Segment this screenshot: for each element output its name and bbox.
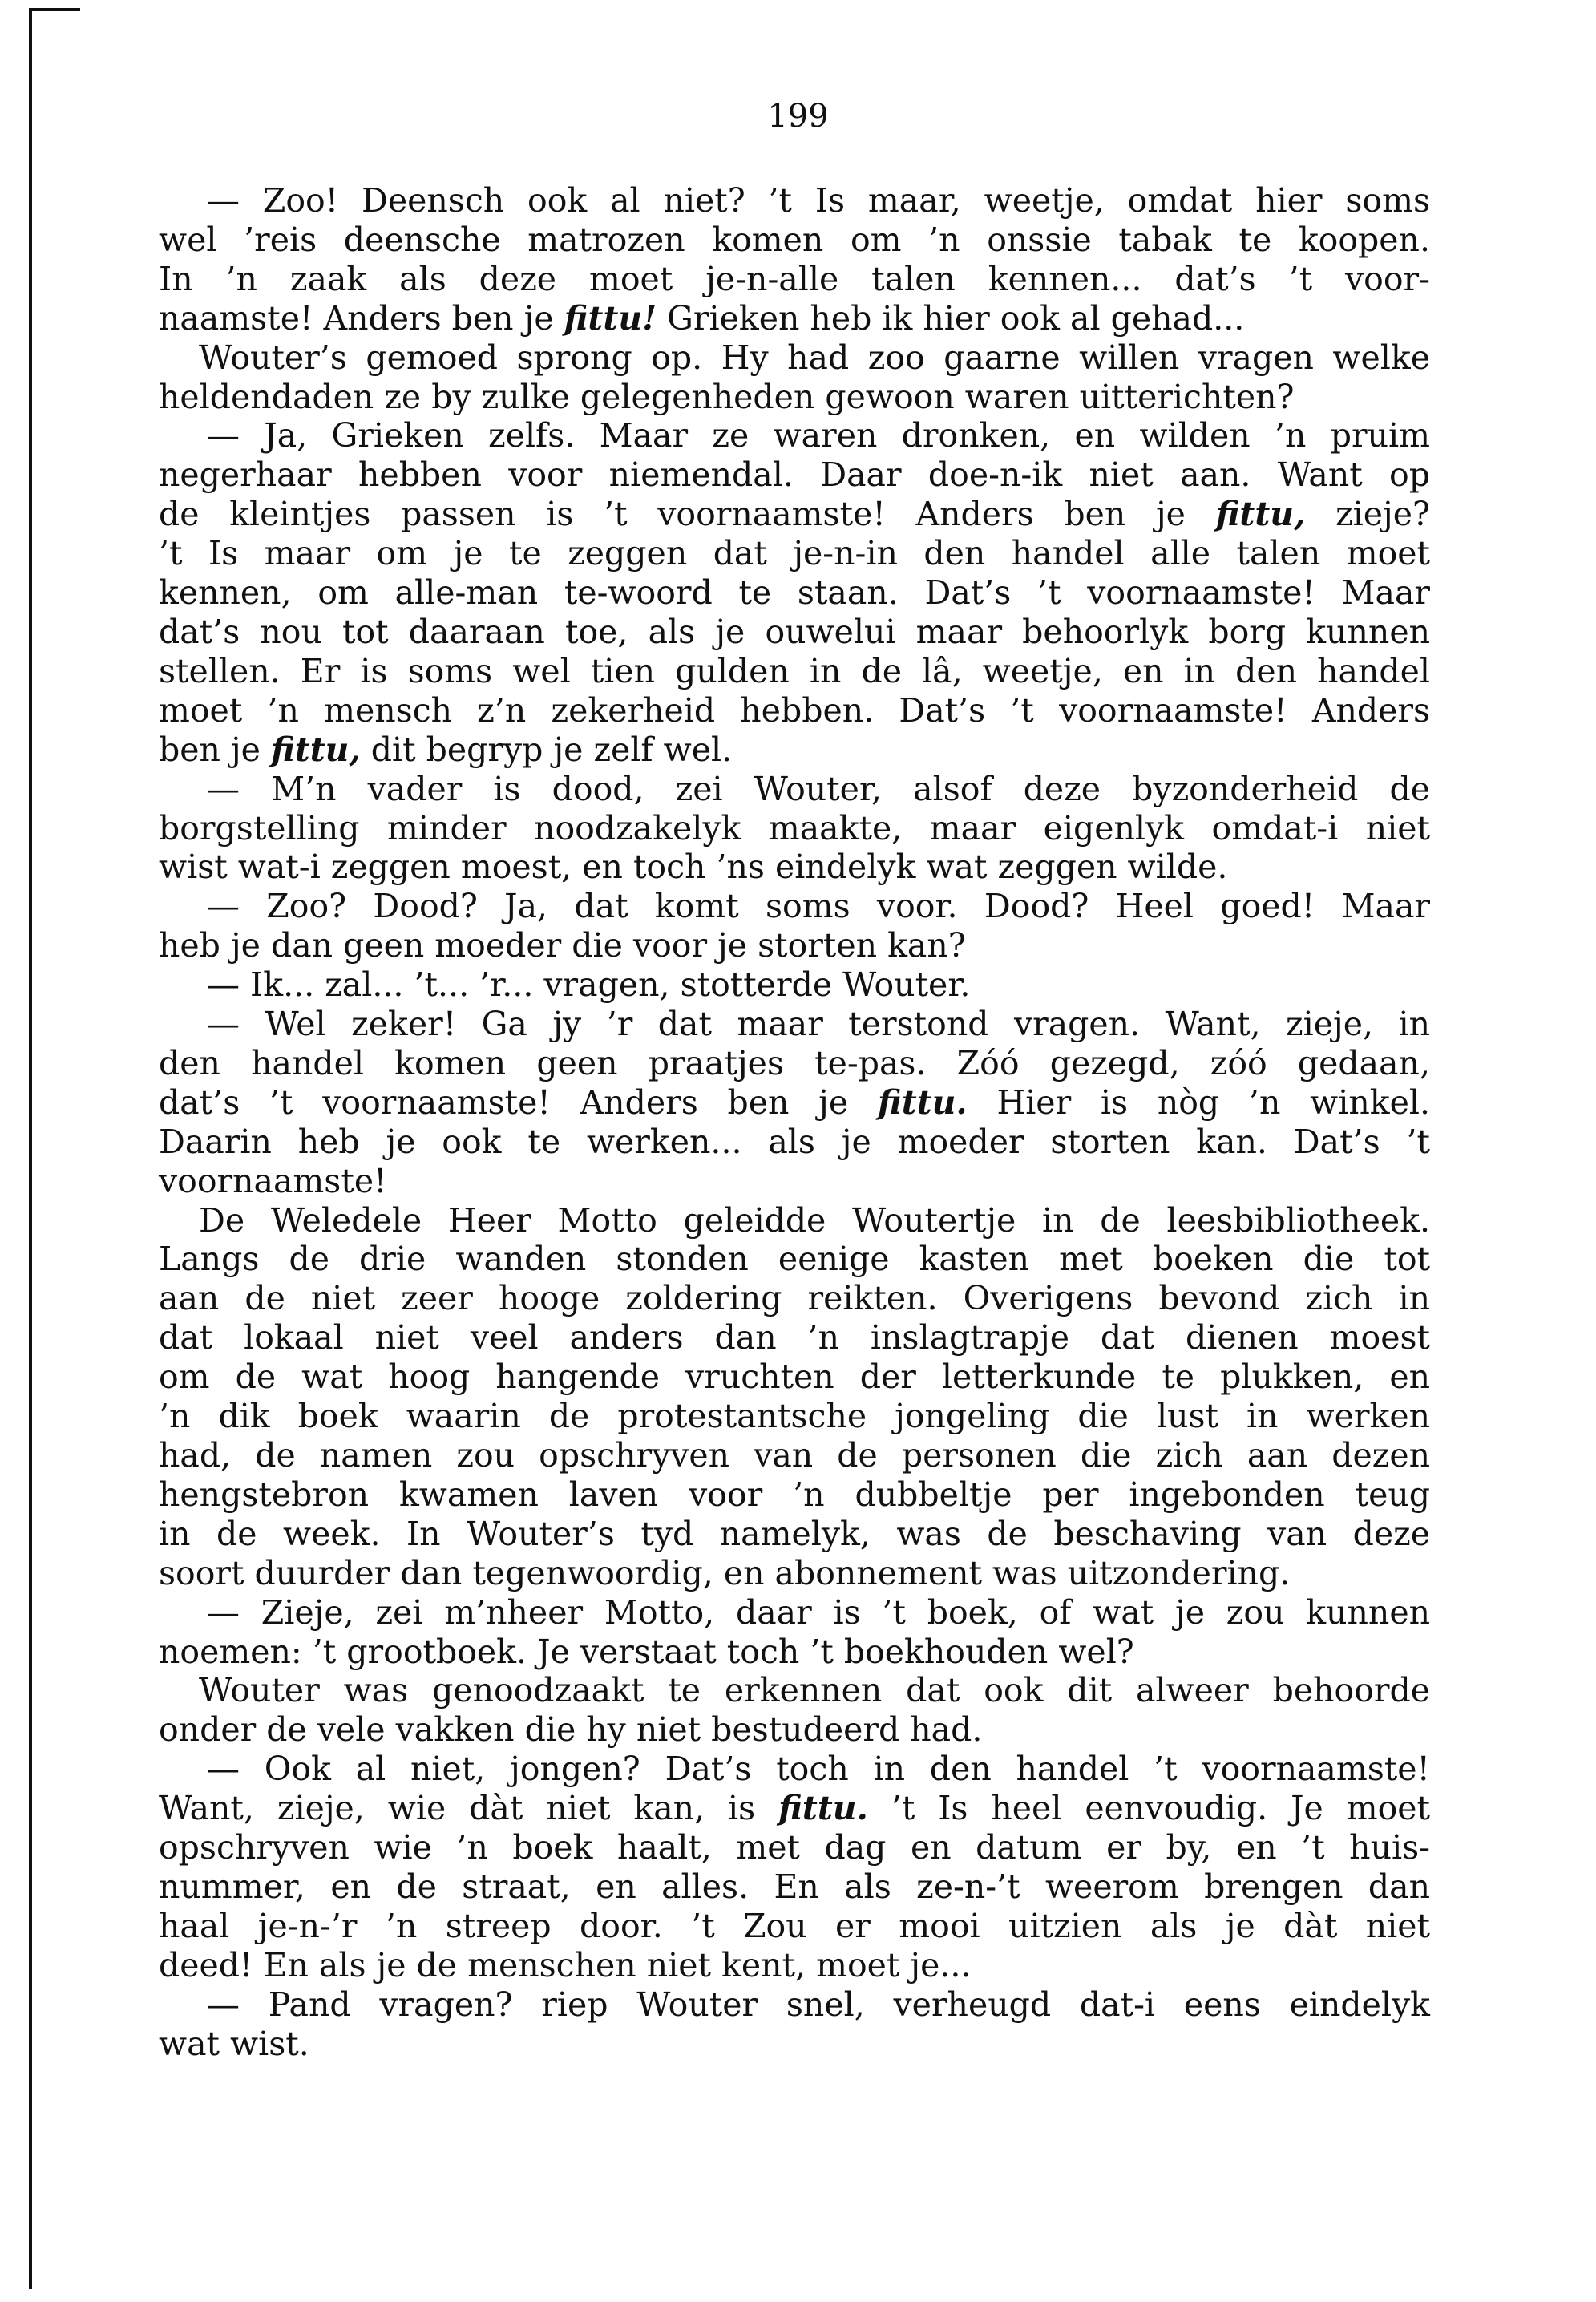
line-text: wel ’reis deensche matrozen komen om ’n onssie tabak te koopen. xyxy=(159,220,1430,259)
line-text: dat’s ’t voornaamste! Anders ben je xyxy=(159,1082,878,1122)
text-line xyxy=(159,1985,1430,2025)
text-line xyxy=(159,416,1430,455)
text-line xyxy=(159,1867,1430,1907)
text-line xyxy=(159,2025,1430,2064)
text-line xyxy=(159,1005,1430,1044)
line-text: Langs de drie wanden stonden eenige kasten met boeken die tot xyxy=(159,1240,1430,1279)
text-line xyxy=(159,534,1430,573)
text-line xyxy=(159,378,1430,417)
line-text: hengstebron kwamen laven voor ’n dubbeltje per ingebonden teug xyxy=(159,1475,1430,1514)
text-line xyxy=(159,1946,1430,1985)
text-line xyxy=(159,730,1430,770)
line-text: — Ja, Grieken zelfs. Maar ze waren dronken, en wilden ’n pruim xyxy=(207,416,1430,455)
text-line xyxy=(159,260,1430,299)
text-line xyxy=(159,1750,1430,1789)
line-text: zieje? xyxy=(1305,495,1431,534)
text-line xyxy=(159,1279,1430,1318)
text-line xyxy=(159,1475,1430,1515)
line-text: naamste! Anders ben je xyxy=(159,298,564,338)
text-line xyxy=(159,338,1430,378)
body-text xyxy=(159,181,1430,2064)
line-text: — Zieje, zei m’nheer Motto, daar is ’t boek, of wat je zou kunnen xyxy=(207,1592,1430,1632)
text-line xyxy=(159,1123,1430,1162)
text-line xyxy=(159,1828,1430,1867)
line-text: deed! En als je de menschen niet kent, moet je... xyxy=(159,1945,972,1984)
line-text: Wouter’s gemoed sprong op. Hy had zoo gaarne willen vragen welke xyxy=(199,338,1430,377)
line-text: Wouter was genoodzaakt te erkennen dat ook dit alweer behoorde xyxy=(199,1671,1430,1710)
line-text: — Pand vragen? riep Wouter snel, verheugd dat-i eens eindelyk xyxy=(207,1984,1430,2024)
line-text: kennen, om alle-man te-woord te staan. Dat’s ’t voornaamste! Maar xyxy=(159,573,1430,613)
line-text: Daarin heb je ook te werken... als je moeder storten kan. Dat’s ’t xyxy=(159,1122,1430,1161)
line-text: stellen. Er is soms wel tien gulden in de lâ, weetje, en in den handel xyxy=(159,651,1430,690)
line-text: ’t Is maar om je te zeggen dat je-n-in den handel alle talen moet xyxy=(159,534,1430,573)
line-text: ben je xyxy=(159,730,271,769)
text-line xyxy=(159,495,1430,534)
line-text: wat wist. xyxy=(159,2024,309,2063)
line-text: Want, zieje, wie dàt niet kan, is xyxy=(159,1789,779,1828)
line-text: — M’n vader is dood, zei Wouter, alsof deze byzonderheid de xyxy=(207,769,1430,808)
text-line xyxy=(159,1357,1430,1397)
text-line xyxy=(159,1515,1430,1554)
line-text: ’t Is heel eenvoudig. Je moet xyxy=(867,1789,1430,1828)
text-line xyxy=(159,1907,1430,1946)
scan-edge-top xyxy=(29,8,80,11)
line-text: heb je dan geen moeder die voor je storten kan? xyxy=(159,926,966,965)
text-line xyxy=(159,220,1430,260)
text-line xyxy=(159,1710,1430,1750)
text-line xyxy=(159,965,1430,1005)
line-text: haal je-n-’r ’n streep door. ’t Zou er mooi uitzien als je dàt niet xyxy=(159,1906,1430,1945)
text-line xyxy=(159,1044,1430,1083)
line-text: — Zoo? Dood? Ja, dat komt soms voor. Dood? Heel goed! Maar xyxy=(207,887,1430,926)
emphasis-word: fittu. xyxy=(778,1789,868,1828)
text-line xyxy=(159,887,1430,926)
emphasis-word: fittu! xyxy=(564,298,657,338)
emphasis-word: fittu, xyxy=(1215,495,1306,534)
text-line xyxy=(159,1593,1430,1632)
text-line xyxy=(159,770,1430,809)
text-line xyxy=(159,848,1430,887)
text-line xyxy=(159,181,1430,220)
text-line xyxy=(159,1162,1430,1201)
text-line xyxy=(159,809,1430,848)
line-text: wist wat-i zeggen moest, en toch ’ns eindelyk wat zeggen wilde. xyxy=(159,848,1228,887)
line-text: aan de niet zeer hooge zoldering reikten. Overigens bevond zich in xyxy=(159,1279,1430,1318)
line-text: heldendaden ze by zulke gelegenheden gewoon waren uitterichten? xyxy=(159,377,1295,416)
line-text: In ’n zaak als deze moet je-n-alle talen kennen... dat’s ’t voor- xyxy=(159,259,1430,298)
line-text: — Ook al niet, jongen? Dat’s toch in den handel ’t voornaamste! xyxy=(207,1750,1430,1789)
line-text: De Weledele Heer Motto geleidde Woutertje in de leesbibliotheek. xyxy=(199,1200,1430,1240)
text-line xyxy=(159,299,1430,338)
line-text: — Wel zeker! Ga jy ’r dat maar terstond vragen. Want, zieje, in xyxy=(207,1005,1430,1044)
line-text: dit begryp je zelf wel. xyxy=(360,730,733,769)
text-line xyxy=(159,1397,1430,1436)
text-line xyxy=(159,613,1430,652)
line-text: moet ’n mensch z’n zekerheid hebben. Dat’s ’t voornaamste! Anders xyxy=(159,690,1430,730)
line-text: om de wat hoog hangende vruchten der letterkunde te plukken, en xyxy=(159,1357,1430,1397)
line-text: de kleintjes passen is ’t voornaamste! Anders ben je xyxy=(159,495,1216,534)
line-text: opschryven wie ’n boek haalt, met dag en datum er by, en ’t huis- xyxy=(159,1828,1430,1867)
scan-edge-left xyxy=(29,8,32,2289)
line-text: negerhaar hebben voor niemendal. Daar doe-n-ik niet aan. Want op xyxy=(159,455,1430,495)
text-line xyxy=(159,1671,1430,1710)
line-text: noemen: ’t grootboek. Je verstaat toch ’t boekhouden wel? xyxy=(159,1632,1134,1671)
text-line xyxy=(159,1789,1430,1828)
line-text: — Zoo! Deensch ook al niet? ’t Is maar, weetje, omdat hier soms xyxy=(207,181,1430,220)
text-line xyxy=(159,573,1430,613)
text-line xyxy=(159,1436,1430,1475)
line-text: in de week. In Wouter’s tyd namelyk, was de beschaving van deze xyxy=(159,1514,1430,1553)
text-line xyxy=(159,1632,1430,1672)
line-text: den handel komen geen praatjes te-pas. Zóó gezegd, zóó gedaan, xyxy=(159,1043,1430,1082)
line-text: ’n dik boek waarin de protestantsche jongeling die lust in werken xyxy=(159,1397,1430,1436)
text-line xyxy=(159,1240,1430,1279)
line-text: voornaamste! xyxy=(159,1161,387,1200)
line-text: borgstelling minder noodzakelyk maakte, maar eigenlyk omdat-i niet xyxy=(159,808,1430,848)
text-line xyxy=(159,1318,1430,1357)
line-text: Grieken heb ik hier ook al gehad... xyxy=(657,298,1245,338)
line-text: onder de vele vakken die hy niet bestudeerd had. xyxy=(159,1710,983,1750)
emphasis-word: fittu. xyxy=(877,1082,968,1122)
line-text: Hier is nòg ’n winkel. xyxy=(967,1082,1430,1122)
emphasis-word: fittu, xyxy=(270,730,361,769)
line-text: dat’s nou tot daaraan toe, als je ouwelui maar behoorlyk borg kunnen xyxy=(159,612,1430,651)
text-line xyxy=(159,1554,1430,1593)
text-line xyxy=(159,1201,1430,1240)
page-number: 199 xyxy=(767,98,829,135)
line-text: dat lokaal niet veel anders dan ’n inslagtrapje dat dienen moest xyxy=(159,1318,1430,1357)
line-text: had, de namen zou opschryven van de personen die zich aan dezen xyxy=(159,1436,1430,1475)
text-line xyxy=(159,1083,1430,1123)
text-line xyxy=(159,455,1430,495)
text-line xyxy=(159,691,1430,730)
text-line xyxy=(159,926,1430,965)
text-line xyxy=(159,652,1430,691)
line-text: — Ik... zal... ’t... ’r... vragen, stotterde Wouter. xyxy=(207,965,971,1005)
line-text: nummer, en de straat, en alles. En als ze-n-’t weerom brengen dan xyxy=(159,1867,1430,1906)
line-text: soort duurder dan tegenwoordig, en abonnement was uitzondering. xyxy=(159,1553,1291,1592)
